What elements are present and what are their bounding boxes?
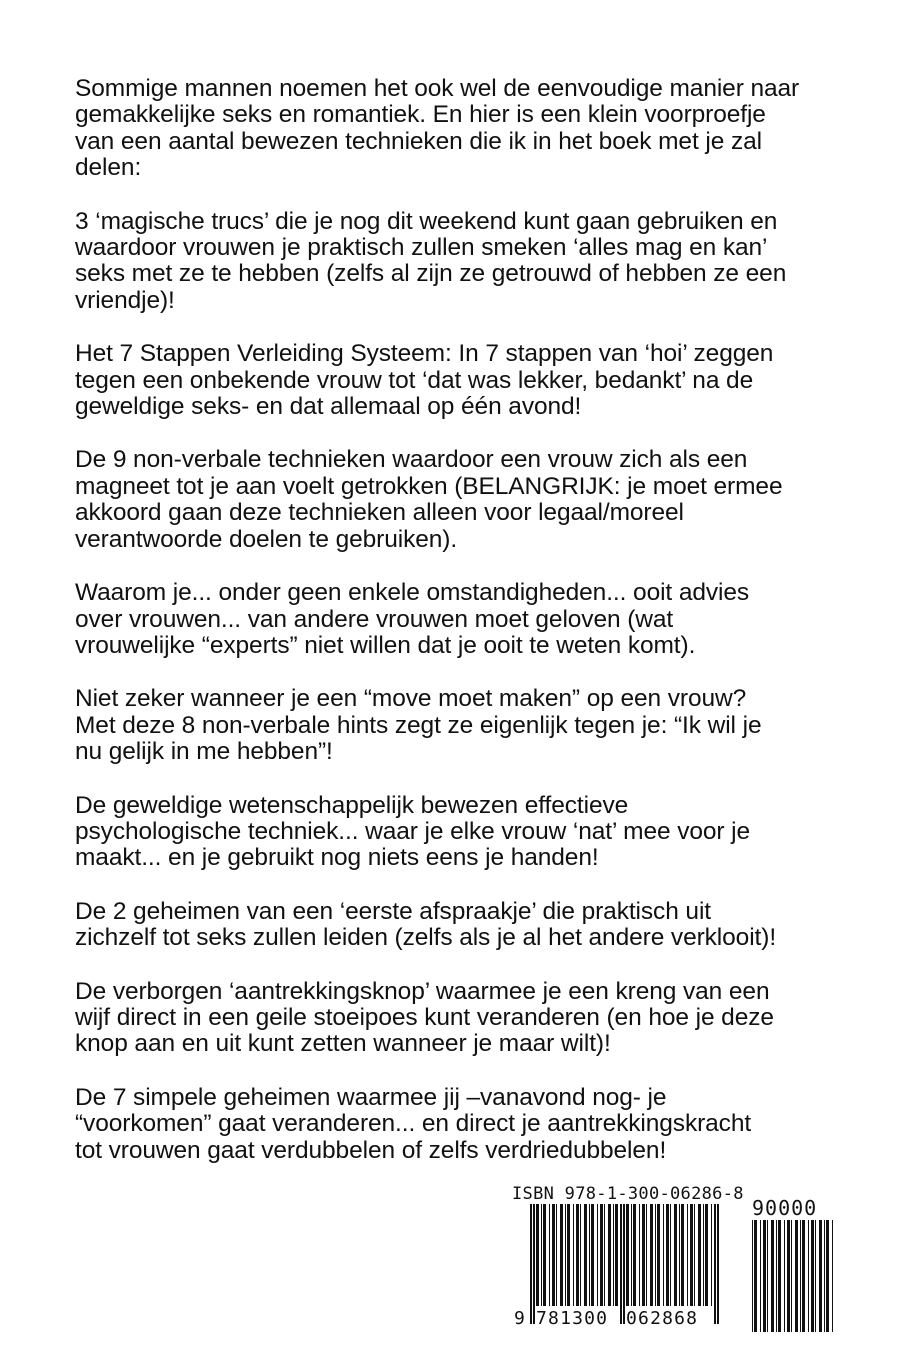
barcode-bar: [576, 1204, 579, 1306]
barcode-bar: [663, 1204, 664, 1306]
text-line: verantwoorde doelen te gebruiken).: [75, 525, 458, 553]
barcode-bar: [565, 1204, 566, 1306]
text-line: knop aan en uit kunt zetten wanneer je maar wilt)!: [75, 1030, 611, 1058]
ean-left-digits: 781300: [536, 1308, 609, 1329]
barcode-bar: [791, 1220, 792, 1332]
text-line: vriendje)!: [75, 286, 175, 314]
barcode-guard-bar: [714, 1204, 716, 1324]
text-line: wijf direct in een geile stoeipoes kunt veranderen (en hoe je deze: [75, 1003, 774, 1031]
barcode-bar: [681, 1204, 684, 1306]
barcode-bar: [650, 1204, 653, 1306]
barcode-bar: [543, 1204, 546, 1306]
barcode-bar: [591, 1204, 594, 1306]
barcode-bar: [549, 1204, 550, 1306]
barcode-bar: [600, 1204, 603, 1306]
barcode-bar: [670, 1204, 671, 1306]
text-line: “voorkomen” gaat veranderen... en direct je aantrekkingskracht: [75, 1110, 752, 1138]
barcode-bar: [597, 1204, 598, 1306]
barcode-bar: [815, 1220, 816, 1332]
blurb-paragraph: [75, 447, 845, 553]
barcode-guard-bar: [620, 1204, 622, 1324]
barcode-guard-bar: [533, 1204, 535, 1324]
barcode-bar: [752, 1220, 753, 1332]
ean-first-digit: 9: [514, 1308, 525, 1329]
barcode-bar: [800, 1220, 801, 1332]
blurb-text-block: [75, 76, 845, 1191]
barcode-bar: [626, 1204, 629, 1306]
blurb-paragraph: [75, 899, 845, 952]
barcode-bar: [567, 1204, 570, 1306]
blurb-paragraph: [75, 76, 845, 182]
addon-price-code: 90000: [752, 1196, 818, 1220]
barcode-bar: [826, 1220, 829, 1332]
barcode-bar: [633, 1204, 636, 1306]
barcode-guard-bar: [717, 1204, 719, 1324]
blurb-paragraph: [75, 580, 845, 659]
text-line: tegen een onbekende vrouw tot ‘dat was lekker, bedankt’ na de: [75, 366, 754, 394]
barcode-guard-bar: [530, 1204, 532, 1324]
text-line: delen:: [75, 154, 142, 182]
barcode-bar: [690, 1204, 693, 1306]
barcode-bar: [646, 1204, 647, 1306]
barcode-bar: [694, 1204, 695, 1306]
isbn-barcode-area: [508, 1184, 836, 1334]
barcode-bar: [556, 1204, 557, 1306]
barcode-bar: [808, 1220, 809, 1332]
barcode-bar: [763, 1220, 766, 1332]
blurb-paragraph: [75, 793, 845, 872]
barcode-bar: [655, 1204, 656, 1306]
text-line: Met deze 8 non-verbale hints zegt ze eigenlijk tegen je: “Ik wil je: [75, 711, 762, 739]
barcode-bar: [767, 1220, 768, 1332]
barcode-bar: [552, 1204, 555, 1306]
barcode-bar: [541, 1204, 542, 1306]
barcode-bar: [608, 1204, 611, 1306]
barcode-bar: [802, 1220, 805, 1332]
text-line: tot vrouwen gaat verdubbelen of zelfs verdriedubbelen!: [75, 1136, 667, 1164]
barcode-bar: [674, 1204, 677, 1306]
text-line: De 2 geheimen van een ‘eerste afspraakje’ die praktisch uit: [75, 897, 712, 925]
text-line: Waarom je... onder geen enkele omstandigheden... ooit advies: [75, 579, 750, 607]
text-line: De 9 non-verbale technieken waardoor een vrouw zich als een: [75, 446, 748, 474]
text-line: waardoor vrouwen je praktisch zullen smeken ‘alles mag en kan’: [75, 234, 768, 262]
barcode-bar: [687, 1204, 688, 1306]
barcode-bar: [811, 1220, 814, 1332]
text-line: vrouwelijke “experts” niet willen dat je ooit te weten komt).: [75, 631, 696, 659]
text-line: Sommige mannen noemen het ook wel de eenvoudige manier naar: [75, 75, 800, 102]
barcode-bar: [795, 1220, 798, 1332]
text-line: gemakkelijke seks en romantiek. En hier is een klein voorproefje: [75, 101, 766, 129]
barcode-guard-bar: [623, 1204, 625, 1324]
text-line: 3 ‘magische trucs’ die je nog dit weekend kunt gaan gebruiken en: [75, 207, 778, 235]
isbn-label: ISBN 978-1-300-06286-8: [512, 1184, 744, 1204]
barcode-bar: [760, 1220, 761, 1332]
barcode-bar: [787, 1220, 790, 1332]
barcode-bar: [771, 1220, 774, 1332]
barcode-bar: [832, 1220, 833, 1332]
text-line: akkoord gaan deze technieken alleen voor legaal/moreel: [75, 499, 684, 527]
barcode-bar: [560, 1204, 563, 1306]
blurb-paragraph: [75, 686, 845, 765]
text-line: De geweldige wetenschappelijk bewezen effectieve: [75, 791, 629, 819]
barcode-bar: [666, 1204, 669, 1306]
text-line: De 7 simpele geheimen waarmee jij –vanavond nog- je: [75, 1083, 667, 1111]
barcode-bar: [613, 1204, 614, 1306]
text-line: geweldige seks- en dat allemaal op één avond!: [75, 393, 582, 421]
barcode-bar: [698, 1204, 701, 1306]
text-line: Het 7 Stappen Verleiding Systeem: In 7 stappen van ‘hoi’ zeggen: [75, 340, 774, 368]
barcode-bar: [784, 1220, 785, 1332]
barcode-bar: [615, 1204, 618, 1306]
barcode-bar: [819, 1220, 822, 1332]
blurb-paragraph: [75, 209, 845, 315]
ean-right-digits: 062868: [626, 1308, 699, 1329]
text-line: psychologische techniek... waar je elke vrouw ‘nat’ mee voor je: [75, 817, 751, 845]
barcode-bar: [778, 1220, 781, 1332]
barcode-bar: [711, 1204, 712, 1306]
text-line: seks met ze te hebben (zelfs al zijn ze getrouwd of hebben ze een: [75, 260, 787, 288]
barcode-bar: [589, 1204, 590, 1306]
barcode-bar: [639, 1204, 640, 1306]
text-line: van een aantal bewezen technieken die ik in het boek met je zal: [75, 127, 762, 155]
text-line: De verborgen ‘aantrekkingsknop’ waarmee je een kreng van een: [75, 977, 770, 1005]
barcode-bar: [604, 1204, 605, 1306]
barcode-bar: [679, 1204, 680, 1306]
text-line: nu gelijk in me hebben”!: [75, 738, 333, 766]
barcode-bar: [631, 1204, 632, 1306]
blurb-paragraph: [75, 1085, 845, 1164]
barcode-bar: [573, 1204, 574, 1306]
barcode-bar: [642, 1204, 645, 1306]
text-line: over vrouwen... van andere vrouwen moet geloven (wat: [75, 605, 674, 633]
blurb-paragraph: [75, 341, 845, 420]
text-line: magneet tot je aan voelt getrokken (BELANGRIJK: je moet ermee: [75, 472, 783, 500]
barcode-bar: [705, 1204, 708, 1306]
barcode-bar: [754, 1220, 757, 1332]
text-line: maakt... en je gebruikt nog niets eens je handen!: [75, 844, 599, 872]
barcode-bar: [584, 1204, 587, 1306]
barcode-bar: [580, 1204, 581, 1306]
text-line: zichzelf tot seks zullen leiden (zelfs als je al het andere verklooit)!: [75, 924, 777, 952]
blurb-paragraph: [75, 979, 845, 1058]
barcode-bar: [824, 1220, 825, 1332]
barcode-bar: [703, 1204, 704, 1306]
text-line: Niet zeker wanneer je een “move moet maken” op een vrouw?: [75, 685, 747, 713]
barcode-bar: [776, 1220, 777, 1332]
barcode-bar: [657, 1204, 660, 1306]
barcode-bar: [536, 1204, 539, 1306]
